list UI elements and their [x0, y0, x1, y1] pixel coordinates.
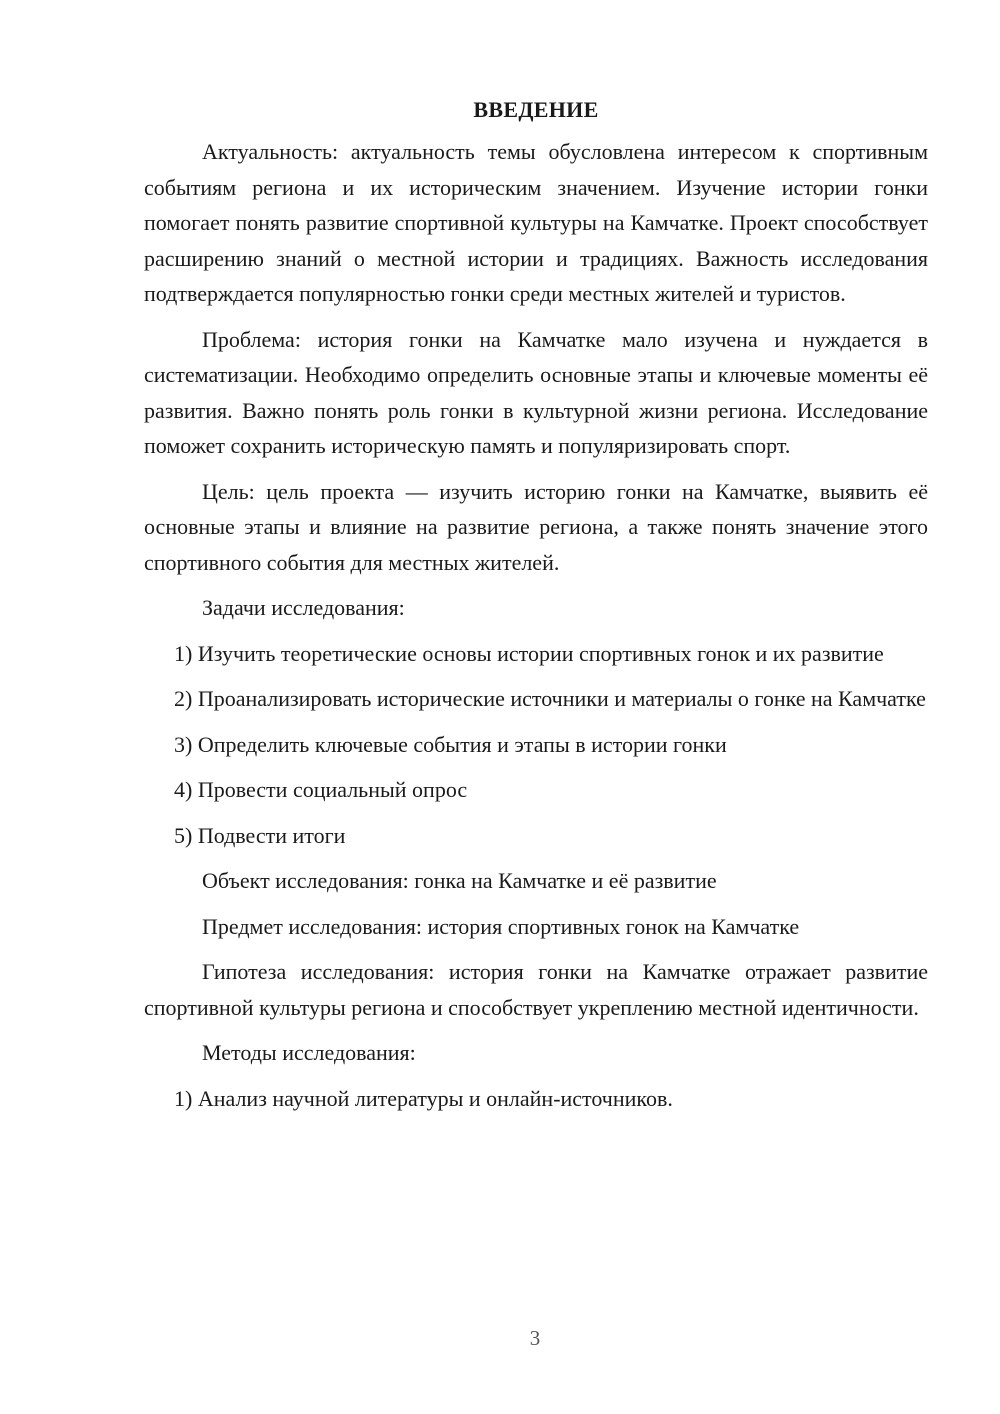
task-item: 4) Провести социальный опрос [174, 777, 468, 802]
task-item: 1) Изучить теоретические основы истории спортивных гонок и их развитие [174, 640, 884, 666]
subject-paragraph: Предмет исследования: история спортивных гонок на Камчатке [202, 913, 800, 939]
problem-paragraph: Проблема: история гонки на Камчатке мало изучена и нуждается в систематизации. Необходимо определить основные этапы и ключевые моменты её развития. Важно понять роль гонки в культурной жизни региона. Исследование поможет сохранить историческую память и популяризировать спорт. [144, 326, 928, 458]
task-item: 5) Подвести итоги [174, 822, 346, 848]
methods-heading: Методы исследования: [202, 1040, 416, 1065]
page-number: 3 [529, 1326, 541, 1350]
task-item: 2) Проанализировать исторические источники и материалы о гонке на Камчатке [174, 686, 926, 711]
task-item: 3) Определить ключевые события и этапы в истории гонки [174, 731, 727, 757]
goal-paragraph: Цель: цель проекта — изучить историю гонки на Камчатке, выявить её основные этапы и влияние на развитие региона, а также понять значение этого спортивного события для местных жителей. [144, 478, 928, 575]
hypothesis-paragraph: Гипотеза исследования: история гонки на Камчатке отражает развитие спортивной культуры региона и способствует укреплению местной идентичности. [144, 959, 928, 1020]
document-page [144, 96, 928, 1126]
object-paragraph: Объект исследования: гонка на Камчатке и её развитие [202, 868, 717, 893]
relevance-paragraph: Актуальность: актуальность темы обусловлена интересом к спортивным событиям региона и их историческим значением. Изучение истории гонки помогает понять развитие спортивной культуры на Камчатке. Проект способствует расширению знаний о местной истории и традициях. Важность исследования подтверждается популярностью гонки среди местных жителей и туристов. [144, 139, 928, 306]
page-title: ВВЕДЕНИЕ [473, 97, 599, 122]
method-item: 1) Анализ научной литературы и онлайн-источников. [174, 1085, 673, 1111]
tasks-heading: Задачи исследования: [202, 595, 405, 620]
